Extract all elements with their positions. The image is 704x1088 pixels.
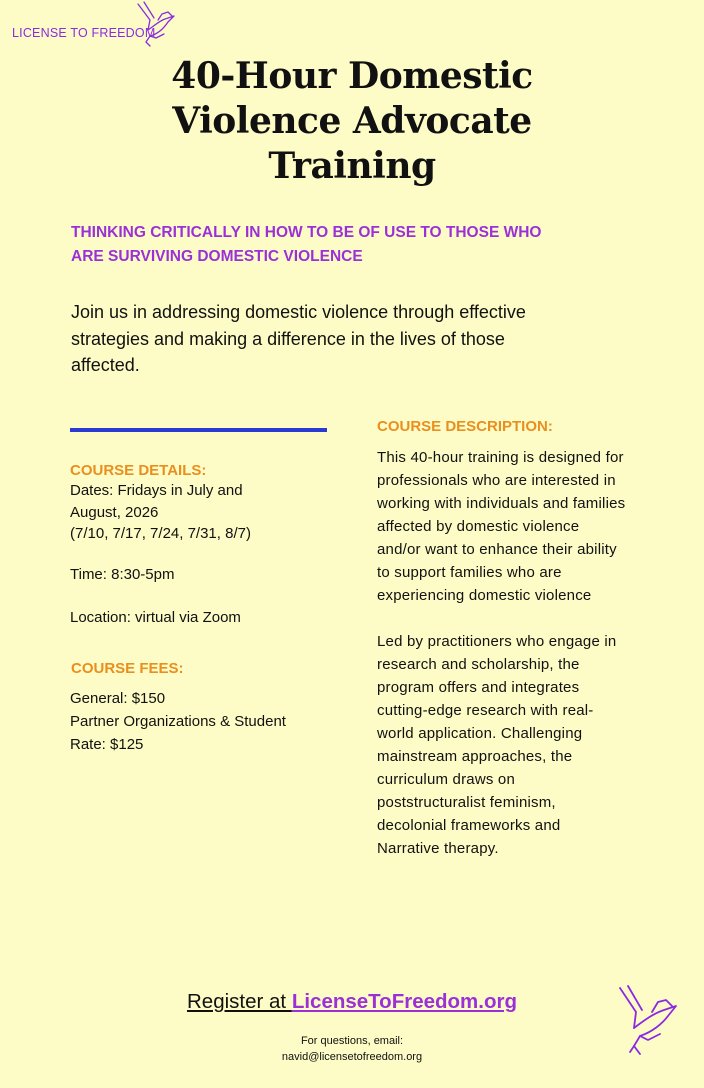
fee-general: General: $150 <box>70 690 166 707</box>
title-line-3: Training <box>268 145 436 187</box>
register-line <box>0 990 704 1014</box>
course-time: Time: 8:30-5pm <box>70 566 175 583</box>
brand-logo-text: LICENSE TO FREEDOM <box>12 26 156 40</box>
fee-partner-line-2: Rate: $125 <box>70 736 144 753</box>
title-line-2: Violence Advocate <box>172 100 532 142</box>
course-fees <box>70 687 340 756</box>
course-location: Location: virtual via Zoom <box>70 609 241 626</box>
intro-line-1: Join us in addressing domestic violence through effective <box>71 302 526 322</box>
register-prefix: Register at <box>187 990 292 1013</box>
fee-partner-line-1: Partner Organizations & Student <box>70 713 286 730</box>
dates-line-3: (7/10, 7/17, 7/24, 7/31, 8/7) <box>70 525 251 542</box>
intro-line-3: affected. <box>71 355 140 375</box>
register-link[interactable]: LicenseToFreedom.org <box>291 990 517 1013</box>
dove-icon <box>614 984 680 1060</box>
dates-line-2: August, 2026 <box>70 503 159 521</box>
intro-paragraph <box>71 299 631 379</box>
course-dates <box>70 480 330 545</box>
contact-line-1: For questions, email: <box>300 1035 404 1047</box>
dove-logo-icon <box>128 0 178 52</box>
course-description-heading: COURSE DESCRIPTION: <box>377 418 553 435</box>
description-paragraph-2: Led by practitioners who engage in research and scholarship, the program offers and integrates cutting-edge research with real-world application. Challenging mainstream approaches, the curriculum draws on poststructuralist feminism, decolonial frameworks and Narrative therapy. <box>377 633 617 857</box>
course-description <box>377 446 627 860</box>
subtitle <box>71 221 631 269</box>
course-details-heading: COURSE DETAILS: <box>70 462 207 479</box>
intro-line-2: strategies and making a difference in the lives of those <box>71 328 505 349</box>
description-paragraph-1: This 40-hour training is designed for professionals who are interested in working with individuals and families affected by domestic violence and/or want to enhance their ability to support families who are experiencing domestic violence <box>377 449 626 604</box>
contact-email[interactable]: navid@licensetofreedom.org <box>281 1050 423 1063</box>
title-line-1: 40-Hour Domestic <box>171 55 533 97</box>
subtitle-line-1: THINKING CRITICALLY IN HOW TO BE OF USE TO THOSE WHO <box>71 224 542 241</box>
course-fees-heading: COURSE FEES: <box>71 660 184 677</box>
subtitle-line-2: ARE SURVIVING DOMESTIC VIOLENCE <box>71 248 363 265</box>
page-title <box>100 54 604 189</box>
contact-info <box>0 1034 704 1065</box>
dates-line-1: Dates: Fridays in July and <box>70 482 243 499</box>
divider-rule <box>70 428 327 432</box>
